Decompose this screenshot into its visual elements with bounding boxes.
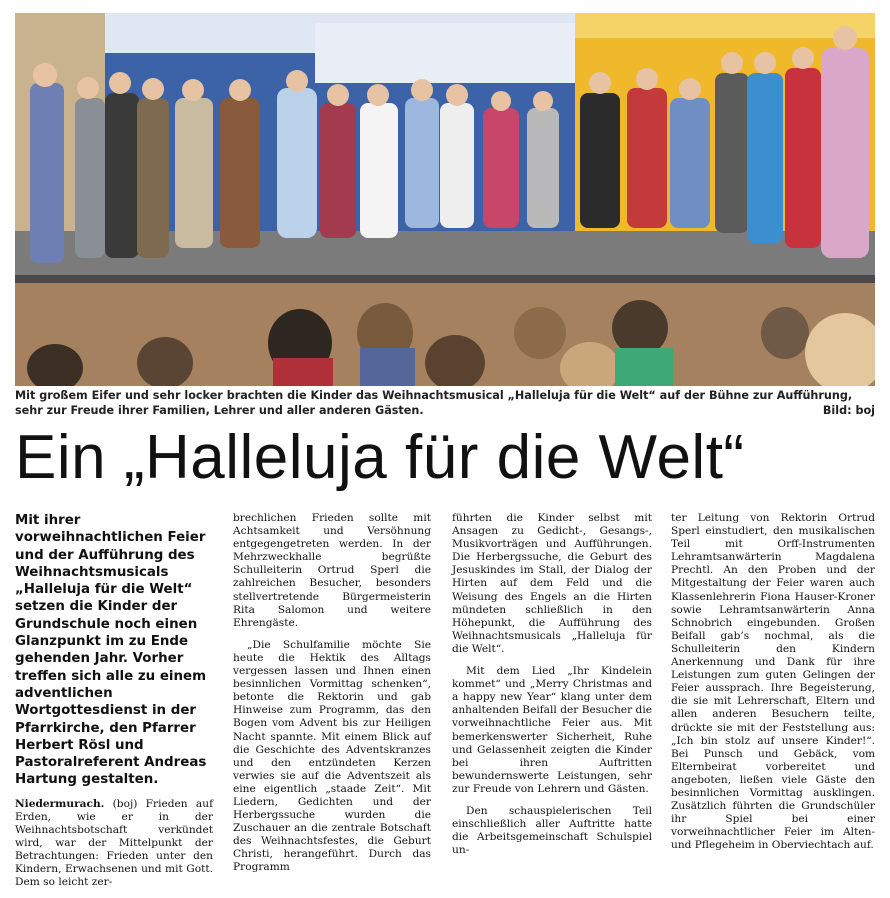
article-paragraph: „Die Schulfamilie möchte Sie heute die Hektik des Alltags vergessen lassen und Ihnen einen besinnlichen Vormittag schenken“, betonte die Rektorin und gab Hinweise zum Programm, das den Bogen vom Advent bis zur Heiligen Nacht spannte. Mit einem Blick auf die Geschichte des Adventskranzes und den entzündeten Kerzen verwies sie auf die Adventszeit als eine eigentlich „staade Zeit“. Mit Liedern, Gedichten und der Herbergssuche wurden die Zuschauer an die zentrale Botschaft des Weihnachtsfestes, die Geburt Christi, herangeführt. Durch das Programm <box>233 638 431 874</box>
headline: Ein „Halleluja für die Welt“ <box>15 423 745 492</box>
photo-caption <box>15 389 875 418</box>
article-paragraph: Den schauspielerischen Teil einschließlich aller Auftritte hatte die Arbeitsgemeinschaft Schulspiel un- <box>452 804 652 857</box>
dateline-place: Niedermurach. <box>15 797 105 810</box>
article-paragraph <box>15 798 213 890</box>
caption-text: Mit großem Eifer und sehr locker brachten die Kinder das Weihnachtsmusical „Halleluja für die Welt“ auf der Bühne zur Aufführung, sehr zur Freude ihrer Familien, Lehrer und aller anderen Gästen. <box>15 389 853 417</box>
article-paragraph: brechlichen Frieden sollte mit Achtsamkeit und Versöhnung entgegengetreten werden. In der Mehrzweckhalle begrüßte Schulleiterin Ortrud Sperl die zahlreichen Besucher, besonders stellvertretende Bürgermeisterin Rita Salomon und weitere Ehrengäste. <box>233 512 431 629</box>
article-column-3 <box>452 512 652 866</box>
photo-credit: Bild: boj <box>822 403 875 417</box>
article-paragraph: führten die Kinder selbst mit Ansagen zu Gedicht-, Gesangs-, Musikvorträgen und Aufführungen. Die Herbergssuche, die Geburt des Jesuskindes im Stall, der Dialog der Hirten auf dem Feld und die Weisung des Engels an die Hirten mündeten schließlich in den Höhepunkt, die Aufführung des Weihnachtsmusicals „Halleluja für die Welt“. <box>452 512 652 655</box>
article-photo <box>15 13 875 386</box>
paragraph-text: (boj) Frieden auf Erden, wie er in der Weihnachtsbotschaft verkündet wird, war der Mittelpunkt der Betrachtungen: Frieden unter den Kindern, Erwachsenen und mit Gott. Dem so leicht zer- <box>15 797 213 889</box>
children-on-stage-photo <box>15 13 875 386</box>
article-lead: Mit ihrer vorweihnachtlichen Feier und der Aufführung des Weihnachtsmusicals „Halleluja für die Welt“ setzen die Kinder der Grundschule noch einen Glanzpunkt im zu Ende gehenden Jahr. Vorher treffen sich alle zu einem adventlichen Wortgottesdienst in der Pfarrkirche, den Pfarrer Herbert Rösl und Pastoralreferent Andreas Hartung gestalten. <box>15 513 207 788</box>
article-paragraph: ter Leitung von Rektorin Ortrud Sperl einstudiert, den musikalischen Teil mit Orff-Instrumenten Lehramtsanwärterin Magdalena Prechtl. An den Proben und der Mitgestaltung der Feier waren auch Klassenlehrerin Fiona Hauser-Kroner sowie Lehramtsanwärterin Anna Schnobrich eingebunden. Großen Beifall gab’s nochmal, als die Schulleiterin den Kindern Anerkennung und Dank für ihre Leistungen zum guten Gelingen der Feier aussprach. Ihre Begeisterung, die sie mit Lehrerschaft, Eltern und allen anderen Besuchern teilte, drückte sie mit der Feststellung aus: „Ich bin stolz auf unsere Kinder!“. Bei Punsch und Gebäck, vom Elternbeirat vorbereitet und angeboten, ließen viele Gäste den besinnlichen Vormittag ausklingen. Zusätzlich führten die Grundschüler ihr Spiel bei einer vorweihnachtlicher Feier im Alten- und Pflegeheim in Oberviechtach auf. <box>671 512 875 852</box>
article-column-2 <box>233 512 431 884</box>
article-paragraph: Mit dem Lied „Ihr Kindelein kommet“ und „Merry Christmas and a happy new Year“ klang unter dem anhaltenden Beifall der Besucher die vorweihnachtliche Feier aus. Mit bemerkenswerter Sicherheit, Ruhe und Gelassenheit zeigten die Kinder bei ihren Auftritten bewundernswerte Leistungen, sehr zur Freude von Lehrern und Gästen. <box>452 665 652 795</box>
article-column-4 <box>671 512 875 861</box>
article-column-1 <box>15 512 213 898</box>
